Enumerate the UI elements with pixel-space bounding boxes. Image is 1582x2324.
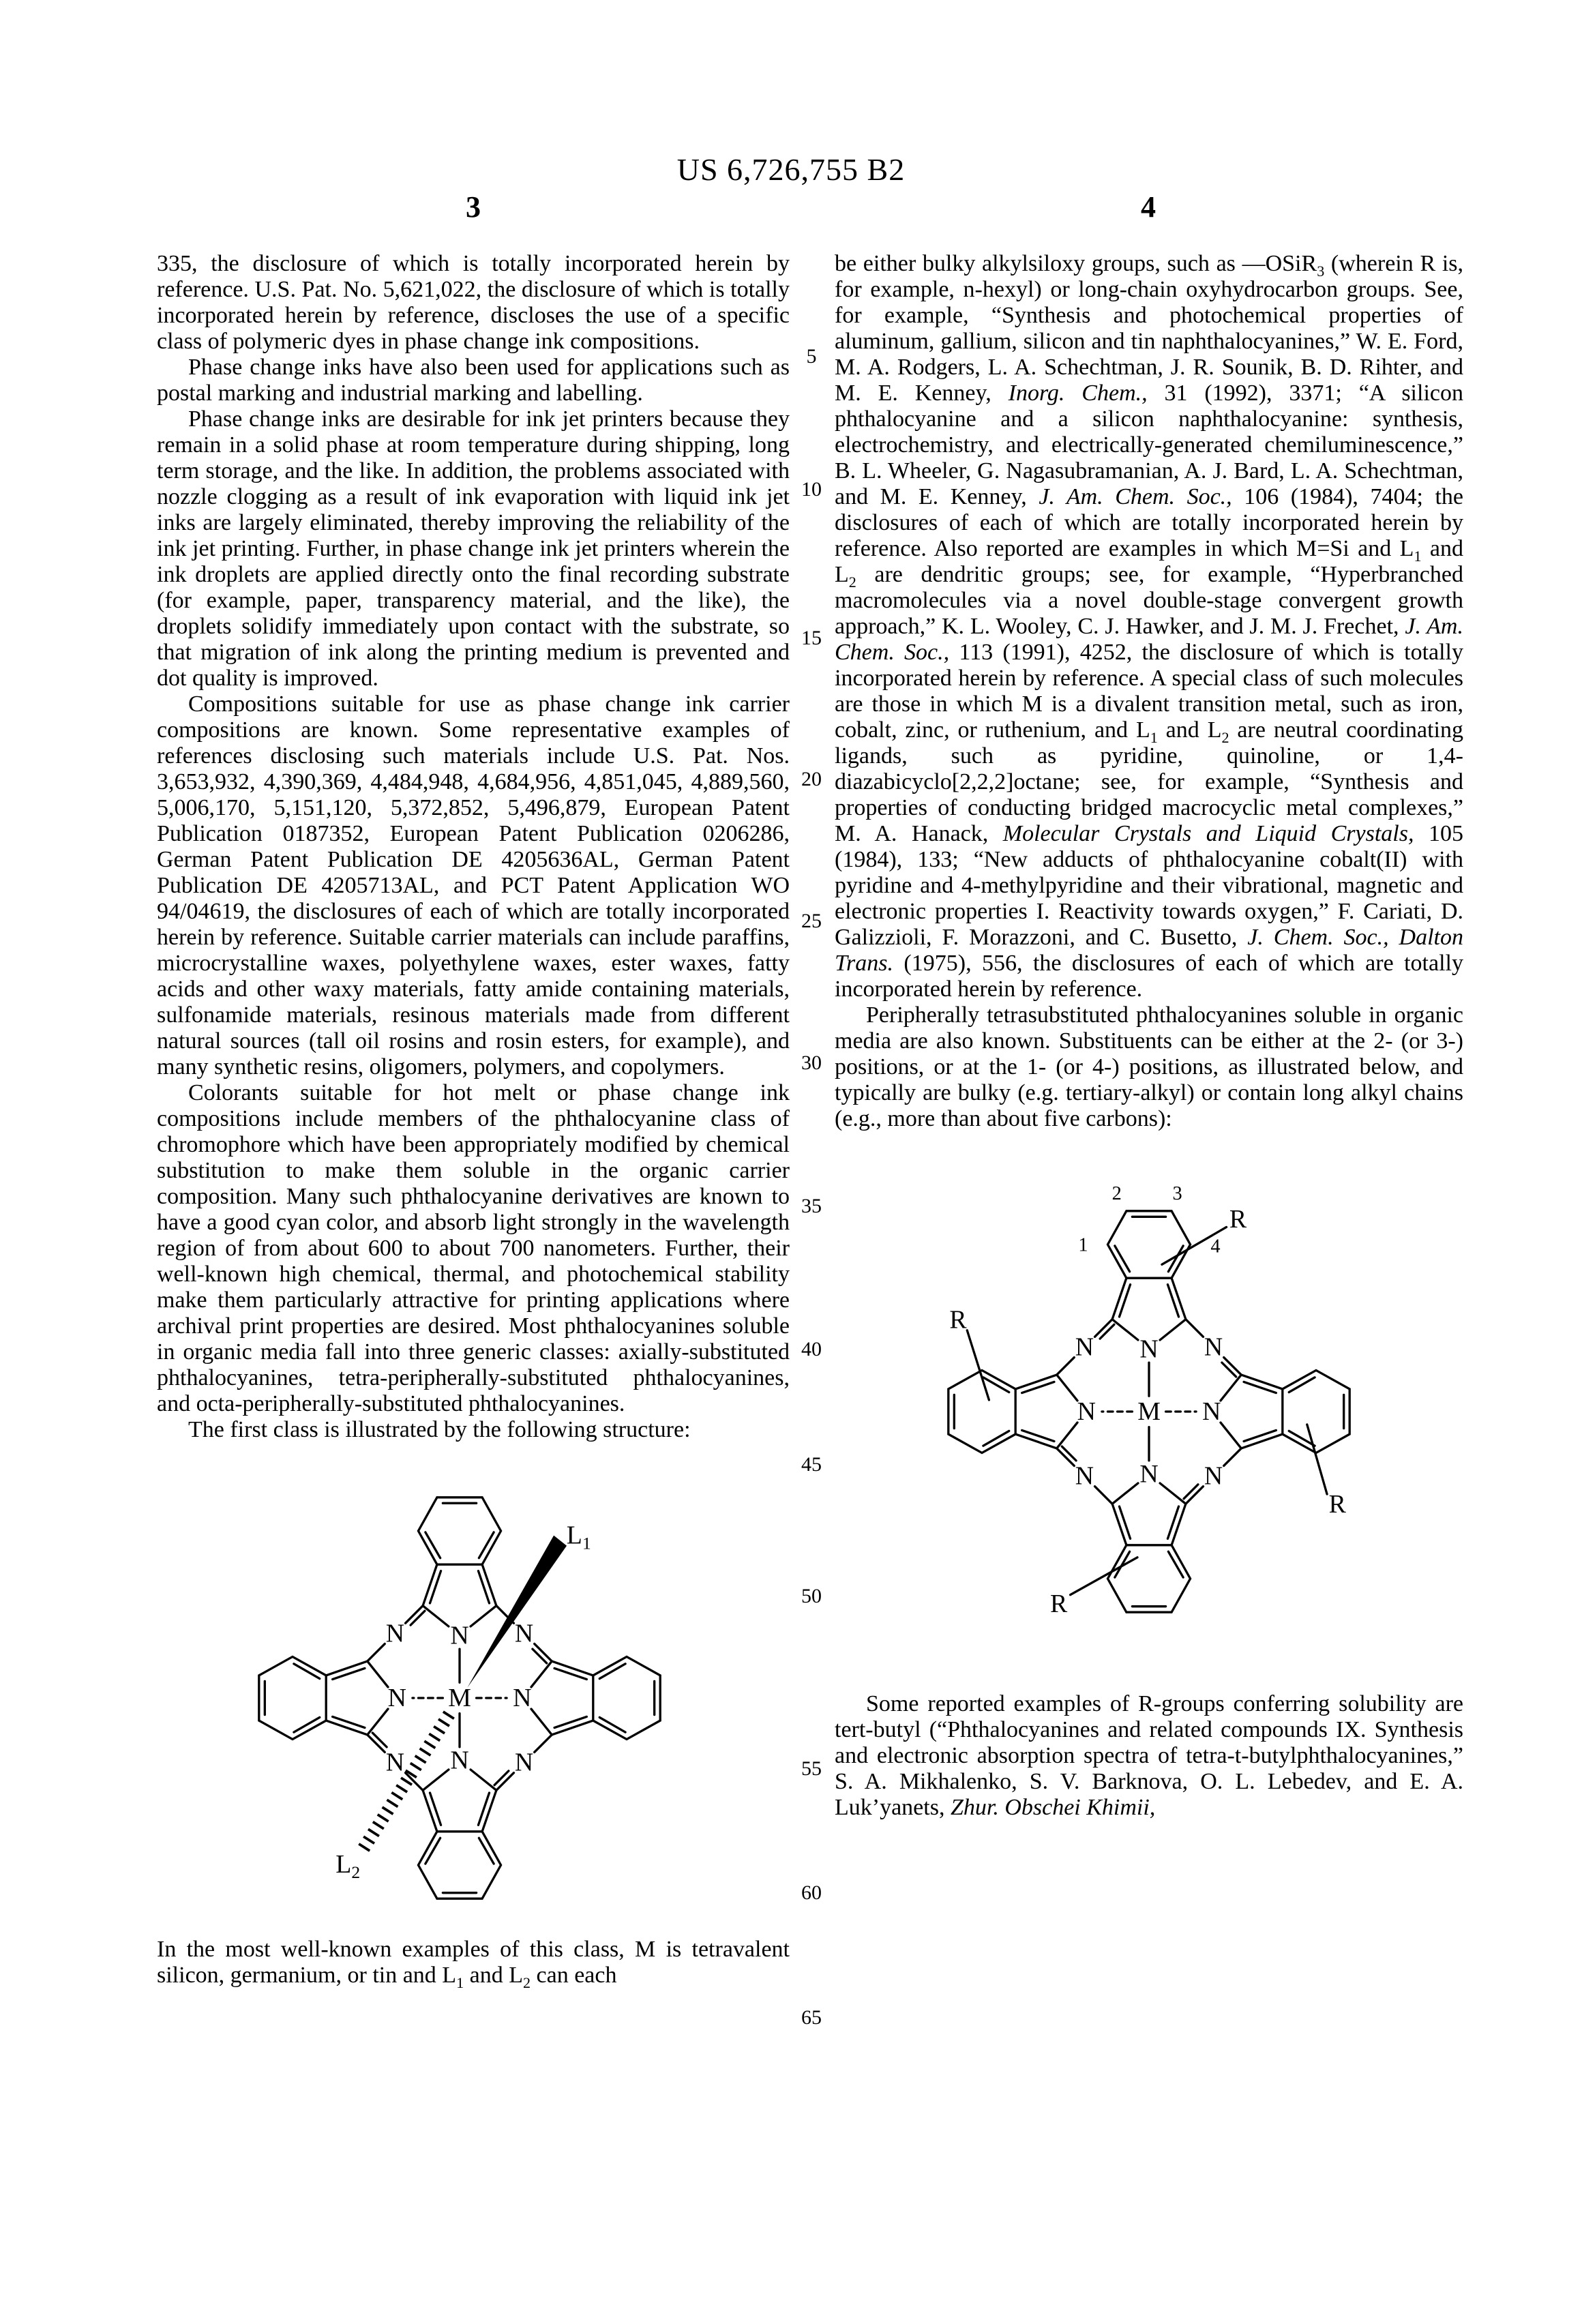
metal-label: M [448, 1684, 471, 1712]
position-label: 3 [1172, 1182, 1182, 1204]
r-bond-left [967, 1330, 989, 1400]
nitrogen-label: N [385, 1619, 405, 1648]
line-number: 25 [801, 910, 822, 932]
metal-label: M [1137, 1397, 1161, 1426]
position-label: 4 [1210, 1236, 1221, 1257]
chemical-structure-2 [910, 1173, 1388, 1650]
nitrogen-label: N [1075, 1461, 1094, 1491]
nitrogen-label: N [1204, 1332, 1223, 1362]
r-bond-bottom [1071, 1558, 1137, 1595]
r-bond-right [1307, 1425, 1327, 1494]
nitrogen-label: N [1139, 1459, 1159, 1489]
structure-1-axially-substituted-phthalocyanine-diagram [130, 1459, 790, 1937]
line-number: 20 [801, 768, 822, 790]
line-number: 55 [801, 1757, 822, 1780]
paragraph: Peripherally tetrasubstituted phthalocyanines soluble in organic media are also known. Substituents can be either at the 2- (or 3-) positions, or at the 1- (or 4-) positions, as illustrated below, and typically are bulky (e.g. tertiary-alkyl) or contain long alkyl chains (e.g., more than about five carbons): [835, 1002, 1463, 1131]
ligand-1-subscript: 1 [582, 1533, 591, 1553]
line-number: 65 [801, 2006, 822, 2029]
nitrogen-label: N [514, 1619, 534, 1648]
line-number: 45 [801, 1453, 822, 1476]
substituent-label: R [949, 1305, 967, 1335]
paragraph: Phase change inks are desirable for ink jet printers because they remain in a solid phase at room temperature during shipping, long term storage, and the like. In addition, the problems associated with nozzle clogging as a result of ink evaporation with liquid ink jet inks are largely eliminated, thereby improving the reliability of the ink jet printing. Further, in phase change ink jet printers wherein the ink droplets are applied directly onto the final recording substrate (for example, paper, transparency material, and the like), the droplets solidify immediately upon contact with the substrate, so that migration of ink along the printing medium is prevented and dot quality is improved. [157, 406, 790, 691]
nitrogen-label: N [450, 1746, 469, 1775]
line-number: 5 [806, 345, 817, 368]
nitrogen-label: N [385, 1748, 405, 1777]
nitrogen-label: N [387, 1684, 406, 1712]
column-number-left: 3 [466, 190, 481, 224]
nitrogen-label: N [1139, 1335, 1159, 1364]
position-label: 2 [1111, 1182, 1122, 1204]
ligand-1-label: L [566, 1521, 582, 1550]
line-number: 60 [801, 1881, 822, 1904]
nitrogen-label: N [514, 1748, 534, 1777]
nitrogen-label: N [1204, 1461, 1223, 1491]
line-number: 10 [801, 478, 822, 501]
substituent-label: R [1328, 1490, 1346, 1519]
column-4 [835, 251, 1463, 1821]
paragraph: Colorants suitable for hot melt or phase change ink compositions include members of the phthalocyanine class of chromophore which have been appropriately modified by chemical substitution to make them soluble in the organic carrier composition. Many such phthalocyanine derivatives are known to have a good cyan color, and absorb light strongly in the wavelength region of from about 600 to about 700 nanometers. Further, their well-known high chemical, thermal, and photochemical stability make them particularly attractive for printing applications where archival print properties are desired. Most phthalocyanines soluble in organic media fall into three generic classes: axially-substituted phthalocyanines, tetra-peripherally-substituted phthalocyanines, and octa-peripherally-substituted phthalocyanines. [157, 1080, 790, 1416]
position-label: 1 [1078, 1234, 1088, 1256]
chemical-structure-1 [221, 1459, 698, 1937]
line-number: 35 [801, 1195, 822, 1217]
nitrogen-label: N [450, 1621, 469, 1650]
paragraph: In the most well-known examples of this class, M is tetravalent silicon, germanium, or tin and $L_1$ and $L_2$ can each [157, 1937, 790, 1991]
line-number: 15 [801, 627, 822, 649]
line-number: 50 [801, 1585, 822, 1607]
paragraph: 335, the disclosure of which is totally incorporated herein by reference. U.S. Pat. No. 5,621,022, the disclosure of which is totally incorporated herein by reference, discloses the use of a specific class of polymeric dyes in phase change ink compositions. [157, 251, 790, 354]
substituent-label: R [1049, 1589, 1068, 1618]
ligand-2-subscript: 2 [351, 1862, 361, 1882]
paragraph: be either bulky alkylsiloxy groups, such as —OSiR$_3$ (wherein R is, for example, n-hexyl) or long-chain oxyhydrocarbon groups. See, for example, “Synthesis and photochemical properties of aluminum, gallium, silicon and tin naphthalocyanines,” W. E. Ford, M. A. Rodgers, L. A. Schechtman, J. R. Sounik, B. D. Rihter, and M. E. Kenney, Inorg. Chem., 31 (1992), 3371; “A silicon phthalocyanine and a silicon naphthalocyanine: synthesis, electrochemistry, and electrically-generated chemiluminescence,” B. L. Wheeler, G. Nagasubramanian, A. J. Bard, L. A. Schechtman, and M. E. Kenney, J. Am. Chem. Soc., 106 (1984), 7404; the disclosures of each of which are totally incorporated herein by reference. Also reported are examples in which M=Si and $L_1$ and $L_2$ are dendritic groups; see, for example, “Hyperbranched macromolecules via a novel double-stage convergent growth approach,” K. L. Wooley, C. J. Hawker, and J. M. J. Frechet, J. Am. Chem. Soc., 113 (1991), 4252, the disclosure of which is totally incorporated herein by reference. A special class of such molecules are those in which M is a divalent transition metal, such as iron, cobalt, zinc, or ruthenium, and $L_1$ and $L_2$ are neutral coordinating ligands, such as pyridine, quinoline, or 1,4-diazabicyclo[2,2,2]octane; see, for example, “Synthesis and properties of conducting bridged macrocyclic metal complexes,” M. A. Hanack, Molecular Crystals and Liquid Crystals, 105 (1984), 133; “New adducts of phthalocyanine cobalt(II) with pyridine and 4-methylpyridine and their vibrational, magnetic and electronic properties I. Reactivity towards oxygen,” F. Cariati, D. Galizzioli, F. Morazzoni, and C. Busetto, J. Chem. Soc., Dalton Trans. (1975), 556, the disclosures of each of which are totally incorporated herein by reference. [835, 251, 1464, 1002]
paragraph: Phase change inks have also been used for applications such as postal marking and industrial marking and labelling. [157, 355, 790, 406]
substituent-label: R [1229, 1205, 1247, 1234]
structure-2-tetrasubstituted-phthalocyanine-diagram [835, 1173, 1463, 1650]
nitrogen-label: N [1075, 1332, 1094, 1362]
column-number-right: 4 [1141, 190, 1156, 224]
line-number: 30 [801, 1052, 822, 1074]
ligand-2-label: L [335, 1850, 352, 1879]
nitrogen-label: N [1077, 1397, 1096, 1426]
line-number: 40 [801, 1338, 822, 1360]
column-3 [157, 251, 790, 1991]
patent-number-header: US 6,726,755 B2 [676, 152, 906, 187]
nitrogen-label: N [513, 1684, 532, 1712]
nitrogen-label: N [1202, 1397, 1221, 1426]
bold-wedge-bond-l1 [467, 1536, 567, 1688]
paragraph: The first class is illustrated by the following structure: [188, 1417, 691, 1442]
paragraph: Compositions suitable for use as phase change ink carrier compositions are known. Some representative examples of references disclosing such materials include U.S. Pat. Nos. 3,653,932, 4,390,369, 4,484,948, 4,684,956, 4,851,045, 4,889,560, 5,006,170, 5,151,120, 5,372,852, 5,496,879, European Patent Publication 0187352, European Patent Publication 0206286, German Patent Publication DE 4205636AL, German Patent Publication DE 4205713AL, and PCT Patent Application WO 94/04619, the disclosures of each of which are totally incorporated herein by reference. Suitable carrier materials can include paraffins, microcrystalline waxes, polyethylene waxes, ester waxes, fatty acids and other waxy materials, fatty amide containing materials, sulfonamide materials, resinous materials made from different natural sources (tall oil rosins and rosin esters, for example), and many synthetic resins, oligomers, polymers, and copolymers. [157, 691, 790, 1079]
paragraph: Some reported examples of R-groups conferring solubility are tert-butyl (“Phthalocyanines and related compounds IX. Synthesis and electronic absorption spectra of tetra-t-butylphthalocyanines,” S. A. Mikhalenko, S. V. Barknova, O. L. Lebedev, and E. A. Luk’yanets, Zhur. Obschei Khimii, [835, 1691, 1463, 1820]
